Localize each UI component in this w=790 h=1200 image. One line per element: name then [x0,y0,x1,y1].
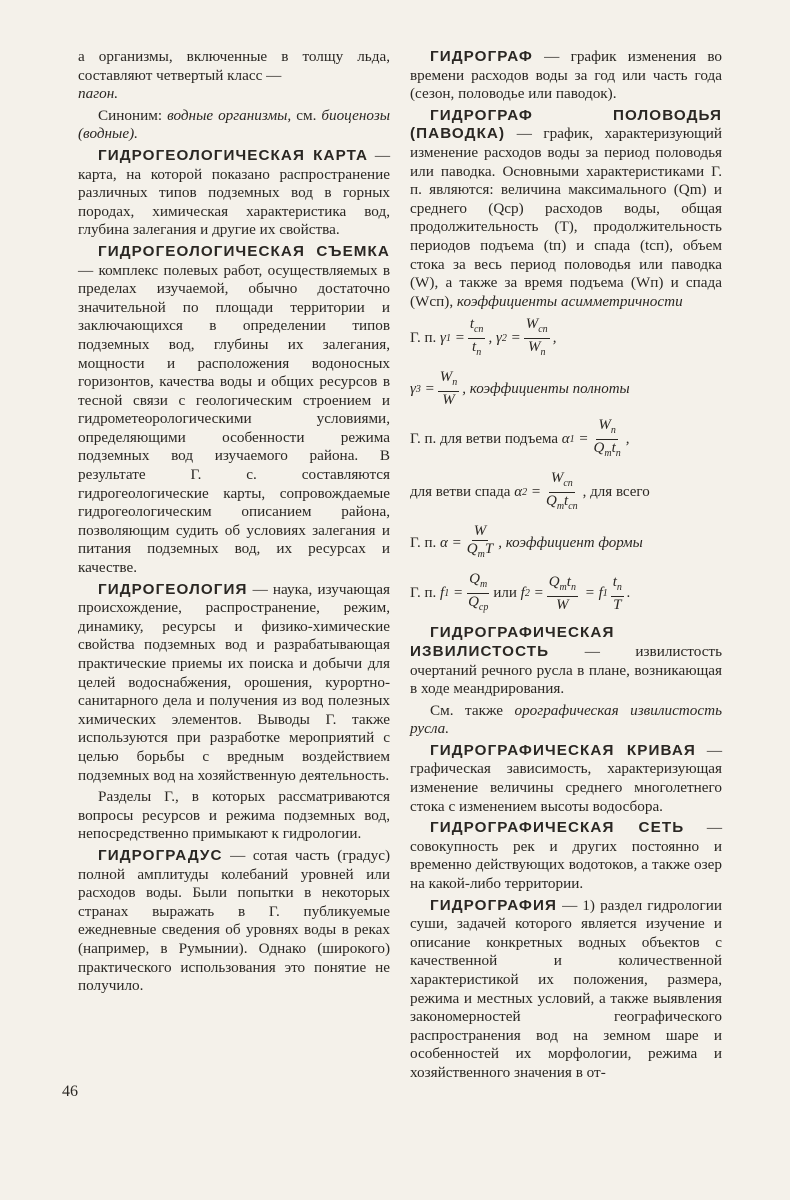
synonym-note: Синоним: водные организмы, см. биоценозы (водные). [78,106,391,143]
entry-hydrogeological-survey: ГИДРОГЕОЛОГИЧЕСКАЯ СЪЕМКА — комплекс полевых работ, осуществляемых в пределах изучаемой, обычно достаточно значительной по площади территории и заключающихся в определении типов подземных вод, глубины их залегания, мощности и расположения водоносных горизонтов, качества воды и общих ресурсов в тесной связи с геологическим строением и гидрометеорологическими условиями, определяющими особенности режима подземных вод изучаемого района. В результате Г. с. составляются гидрогеологические карты, сопровождаемые гидрогеологическим описанием района, позволяющим судить об условиях залегания и питания подземных вод, их ресурсах и качестве. [78,242,390,577]
formula-fullness: γ 3 = $\frac{W_п}{W}$ , коэффициенты полноты [410,369,630,409]
entry-hydrograph: ГИДРОГРАФ — график изменения во времени расходов воды за год или часть года (сезон, половодье или паводок). [410,48,722,103]
right-column [410,48,722,1086]
entry-flood-hydrograph: ГИДРОГРАФ ПОЛОВОДЬЯ (ПАВОДКА) — график, характеризующий изменение расходов воды за период половодья или паводка. Основными характеристиками Г. п. являются: величина максимального (Qm) и среднего (Qср) расходов воды, общая продолжительность (T), продолжительность периодов подъема (tп) и спада (tсп), объем стока за весь период половодья или паводка (W), а также за время подъема (Wп) и спада (Wсп), коэффициенты асимметричности [410,106,722,310]
headword: ГИДРОГРАФИЧЕСКАЯ СЕТЬ [430,819,685,837]
entry-hydrogradus: ГИДРОГРАДУС — сотая часть (градус) полной амплитуды колебаний уровней или расходов воды. Были попытки в некоторых странах выражать в Г. публикуемые ежедневные сведения об уровнях воды в реках (например, в Румынии). Однако (широкого) практического использования это понятие не получило. [78,846,390,995]
headword: ГИДРОГЕОЛОГИЧЕСКАЯ СЪЕМКА [98,242,390,260]
headword: ГИДРОГРАФИЯ [430,896,557,914]
entry-continuation: а организмы, включенные в толщу льда, составляют четвертый класс — пагон. [78,48,390,103]
formula-total: Г. п. α = $\frac{W}{Q_mT}$ , коэффициент формы [410,523,643,561]
headword: ГИДРОГРАФИЧЕСКАЯ ИЗВИЛИСТОСТЬ [410,624,615,660]
headword: ГИДРОГРАФИЧЕСКАЯ КРИВАЯ [430,741,696,759]
see-also-note: См. также орографическая извилистость русла. [410,701,722,738]
entry-hydrogeology-sections: Разделы Г., в которых рассматриваются вопросы ресурсов и режима подземных вод, непосредственно примыкают к гидрологии. [78,788,390,843]
headword: ГИДРОГЕОЛОГИЧЕСКАЯ КАРТА [98,146,369,164]
formula-fall-branch: для ветви спада α 2 = $\frac{W_{сп}}{Q_mt_{сп}}$ , для всего [410,470,650,513]
headword: ГИДРОГРАФ ПОЛОВОДЬЯ (ПАВОДКА) [410,106,722,143]
headword: ГИДРОГЕОЛОГИЯ [98,580,248,598]
entry-hydrographic-sinuosity: ГИДРОГРАФИЧЕСКАЯ ИЗВИЛИСТОСТЬ — извилистость очертаний речного русла в плане, возникающая в ходе меандрирования. [410,624,722,698]
entry-hydrographic-curve: ГИДРОГРАФИЧЕСКАЯ КРИВАЯ — графическая зависимость, характеризующая изменение величины среднего многолетнего стока с изменением высоты водосбора. [410,741,722,815]
entry-hydrogeological-map: ГИДРОГЕОЛОГИЧЕСКАЯ КАРТА — карта, на которой показано распространение различных типов подземных вод в горных породах, химическая характеристика вод, глубина залегания и другие их свойства. [78,146,390,239]
headword: ГИДРОГРАФ [430,48,533,65]
formula-rise-branch: Г. п. для ветви подъема α 1 = $\frac{W_п}{Q_mt_п}$ , [410,417,630,460]
formula-shape: Г. п. f 1 = $\frac{Q_m}{Q_{ср}}$ или f 2 = $\frac{Q_mt_п}{W}$ = f 1 $\frac{t_п}{T}$ . [410,571,631,614]
formula-asymmetry: Г. п. γ 1 = $\frac{t_{сп}}{t_п}$ , γ 2 = $\frac{W_{сп}}{W_п}$ , [410,316,557,359]
entry-hydrography: ГИДРОГРАФИЯ — 1) раздел гидрологии суши, задачей которого является изучение и описание конкретных водных объектов с качественной и количественной характеристикой их положения, размера, режима и местных условий, а также выявления закономерностей географического распространения вод на земном шаре и особенностей их морфологии, режима и хозяйственного значения в от- [410,896,722,1081]
entry-hydrographic-network: ГИДРОГРАФИЧЕСКАЯ СЕТЬ — совокупность рек и других постоянно и временно действующих водотоков, а также озер на какой-либо территории. [410,819,723,893]
entry-hydrogeology: ГИДРОГЕОЛОГИЯ — наука, изучающая происхождение, распространение, режим, динамику, ресурсы и физико-химические свойства подземных вод и разрабатывающая практические приемы их поиска и добычи для целей водоснабжения, орошения, курортно-санитарного дела и получения из вод полезных химических элементов. Выводы Г. также используются при разработке мероприятий с целью борьбы с вредным воздействием подземных вод на хозяйственную деятельность. [78,580,390,784]
left-column [78,48,390,999]
headword: ГИДРОГРАДУС [98,846,223,864]
page-number: 46 [62,1083,78,1100]
